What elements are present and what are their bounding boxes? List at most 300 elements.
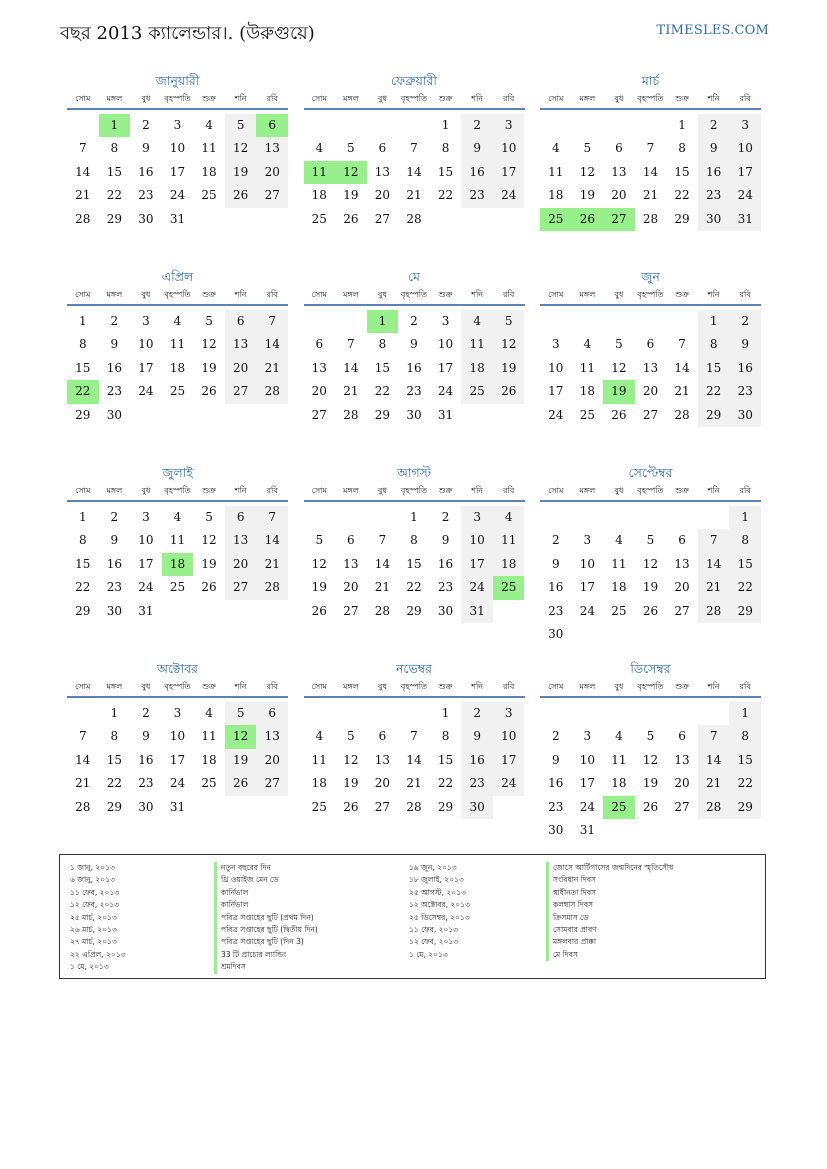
day-cell: 6 (315, 337, 324, 352)
month-title: এপ্রিল (161, 269, 194, 284)
day-cell: 11 (579, 360, 595, 375)
day-cell: 8 (729, 529, 761, 552)
day-cell: 18 (461, 357, 493, 380)
day-cell: 20 (225, 553, 257, 576)
empty-day-cell (304, 702, 336, 725)
weekday-label: বৃহস্পতি (400, 486, 428, 495)
day-cell: 10 (493, 137, 525, 160)
day-cell: 9 (441, 533, 450, 548)
week-row (67, 208, 288, 231)
day-cell: 18 (311, 776, 327, 791)
day-cell: 15 (698, 357, 730, 380)
day-cell: 30 (138, 799, 154, 814)
day-cell: 17 (138, 360, 154, 375)
week-row (304, 506, 525, 529)
day-cell: 4 (173, 314, 182, 328)
week-row (67, 137, 288, 160)
week-row (540, 553, 761, 576)
day-cell: 19 (201, 556, 217, 571)
weekday-label: শনি (707, 486, 720, 495)
weekday-label: শুক্র (438, 682, 453, 691)
day-cell: 18 (493, 553, 525, 576)
weekday-header (67, 288, 288, 306)
empty-day-cell (493, 208, 525, 231)
week-row (67, 357, 288, 380)
day-cell: 18 (162, 553, 194, 576)
day-cell: 6 (378, 141, 387, 156)
weekday-label: বৃহস্পতি (164, 486, 191, 495)
day-cell: 17 (729, 161, 761, 184)
day-cell: 1 (410, 510, 418, 524)
day-cell: 20 (674, 776, 690, 791)
month-title: নভেম্বর (395, 661, 433, 676)
day-cell: 31 (169, 211, 186, 226)
day-cell: 31 (437, 407, 454, 422)
day-cell: 18 (201, 164, 217, 179)
day-cell: 4 (583, 337, 592, 352)
empty-day-cell (635, 623, 667, 646)
day-cell: 5 (646, 729, 655, 744)
holiday-name: মঙ্গলবার প্রাক্কা (546, 936, 673, 948)
holiday-date: ২৫ আগস্ট, ২০১৩ (409, 887, 466, 897)
weekday-label: বৃহস্পতি (637, 290, 664, 299)
day-cell: 12 (201, 337, 217, 352)
week-row (67, 749, 288, 772)
day-cell: 6 (678, 533, 686, 548)
empty-day-cell (666, 623, 698, 646)
day-cell: 16 (698, 161, 730, 184)
empty-day-cell (666, 819, 698, 842)
holiday-name: নতুন বছরের দিন (214, 862, 318, 874)
day-cell: 12 (311, 556, 327, 571)
day-cell: 16 (138, 164, 154, 179)
day-cell: 28 (698, 600, 730, 623)
day-cell: 27 (603, 208, 635, 231)
day-cell: 22 (437, 188, 454, 203)
holiday-name: পবিত্র সপ্তাহের ছুটি (প্রথম দিন) (214, 912, 318, 924)
day-cell: 20 (311, 384, 327, 399)
empty-day-cell (698, 819, 730, 842)
holiday-date: ১ মে, ২০১৩ (70, 962, 109, 972)
day-cell: 7 (78, 141, 87, 156)
holiday-date: ১ জানু, ২০১৩ (70, 863, 115, 872)
day-cell: 21 (374, 580, 391, 595)
weekday-label: রবি (266, 290, 278, 299)
empty-day-cell (193, 600, 225, 623)
day-cell: 12 (343, 752, 359, 767)
holiday-name: কার্নিভাল (214, 899, 318, 911)
day-cell: 26 (225, 772, 257, 795)
day-cell: 5 (615, 337, 623, 352)
empty-day-cell (398, 114, 430, 137)
day-cell: 20 (256, 161, 288, 184)
day-cell: 22 (75, 580, 91, 595)
day-cell: 16 (729, 357, 761, 380)
day-cell: 4 (493, 506, 525, 529)
day-cell: 13 (374, 752, 391, 767)
day-cell: 27 (225, 380, 257, 403)
weekday-label: বুধ (141, 486, 151, 495)
day-cell: 6 (646, 337, 655, 352)
day-cell: 24 (729, 184, 761, 207)
empty-day-cell (635, 310, 667, 333)
weekday-label: সোম (548, 682, 564, 691)
day-cell: 30 (437, 603, 454, 618)
day-cell: 29 (674, 211, 690, 226)
day-cell: 11 (493, 529, 525, 552)
day-cell: 14 (75, 164, 91, 179)
day-cell: 16 (437, 556, 454, 571)
day-cell: 16 (106, 360, 122, 375)
day-cell: 20 (642, 384, 659, 399)
day-cell: 25 (461, 380, 493, 403)
month-calendar (304, 660, 525, 856)
day-cell: 13 (674, 556, 690, 571)
week-row (304, 357, 525, 380)
week-row (540, 772, 761, 795)
day-cell: 16 (461, 161, 493, 184)
holiday-name: জোসে আর্টিগাসের জন্মদিনের স্মৃতিসৌধ (546, 862, 673, 874)
week-row (67, 529, 288, 552)
empty-day-cell (335, 506, 367, 529)
day-cell: 14 (406, 752, 422, 767)
weekday-label: বুধ (614, 94, 624, 103)
weekday-label: সোম (548, 290, 564, 299)
day-cell: 26 (611, 407, 627, 422)
day-cell: 31 (729, 208, 761, 231)
weekday-header (540, 288, 761, 306)
day-cell: 26 (642, 799, 659, 814)
empty-day-cell (729, 623, 761, 646)
day-cell: 3 (173, 706, 182, 720)
empty-day-cell (603, 702, 635, 725)
weekday-label: বুধ (614, 682, 624, 691)
day-cell: 10 (579, 752, 595, 767)
week-row (540, 184, 761, 207)
day-cell: 1 (367, 310, 399, 333)
day-cell: 26 (201, 384, 217, 399)
weekday-label: শুক্র (202, 290, 216, 299)
day-cell: 1 (78, 510, 87, 524)
day-cell: 29 (437, 799, 454, 814)
week-row (540, 333, 761, 356)
empty-day-cell (635, 114, 667, 137)
day-cell: 24 (169, 188, 186, 203)
day-cell: 17 (169, 752, 186, 767)
holiday-date: ১২ ফেব, ২০১৩ (409, 937, 459, 947)
weekday-label: বুধ (141, 94, 151, 103)
month-title: আগস্ট (396, 465, 432, 480)
weekday-label: শনি (234, 94, 247, 103)
day-cell: 21 (256, 357, 288, 380)
empty-day-cell (162, 404, 194, 427)
empty-day-cell (666, 506, 698, 529)
weekday-label: শনি (234, 290, 247, 299)
week-row (304, 161, 525, 184)
day-cell: 29 (729, 796, 761, 819)
day-cell: 7 (410, 141, 418, 156)
week-row (540, 623, 761, 646)
weekday-label: বুধ (141, 682, 151, 691)
day-cell: 10 (138, 533, 154, 548)
week-row (67, 161, 288, 184)
weekday-label: মঙ্গল (579, 94, 596, 103)
weekday-label: সোম (548, 486, 564, 495)
day-cell: 20 (674, 580, 690, 595)
day-cell: 10 (138, 337, 154, 352)
day-cell: 3 (493, 114, 525, 137)
month-calendar (67, 464, 288, 660)
month-calendar (540, 268, 761, 464)
day-cell: 24 (493, 772, 525, 795)
day-cell: 13 (225, 529, 257, 552)
day-cell: 2 (142, 706, 150, 720)
day-cell: 2 (441, 510, 450, 524)
day-cell: 17 (461, 553, 493, 576)
day-cell: 1 (729, 506, 761, 529)
day-cell: 20 (256, 749, 288, 772)
day-cell: 24 (169, 776, 186, 791)
day-cell: 21 (256, 553, 288, 576)
holiday-names-column-2 (546, 862, 673, 961)
week-row (67, 310, 288, 333)
day-cell: 25 (169, 384, 186, 399)
day-cell: 21 (75, 776, 91, 791)
day-cell: 3 (142, 510, 150, 524)
holiday-date: ২৫ ডিসেম্বর, ২০১৩ (409, 912, 470, 922)
day-cell: 18 (201, 752, 217, 767)
day-cell: 17 (579, 776, 595, 791)
day-cell: 24 (493, 184, 525, 207)
day-cell: 12 (201, 533, 217, 548)
day-cell: 19 (225, 161, 257, 184)
empty-day-cell (666, 310, 698, 333)
month-title: ফেব্রুয়ারী (390, 73, 438, 88)
month-calendar (540, 464, 761, 660)
day-cell: 4 (615, 533, 623, 548)
day-cell: 22 (437, 776, 454, 791)
day-cell: 22 (698, 380, 730, 403)
day-cell: 25 (311, 799, 327, 814)
day-cell: 25 (579, 407, 595, 422)
day-cell: 15 (106, 164, 122, 179)
day-cell: 15 (674, 164, 690, 179)
day-cell: 5 (347, 729, 355, 744)
week-row (540, 506, 761, 529)
empty-day-cell (193, 796, 225, 819)
day-cell: 6 (256, 702, 288, 725)
week-row (540, 749, 761, 772)
weekday-label: শনি (234, 486, 247, 495)
day-cell: 3 (729, 114, 761, 137)
day-cell: 30 (729, 404, 761, 427)
day-cell: 26 (343, 211, 359, 226)
day-cell: 11 (611, 752, 627, 767)
day-cell: 3 (551, 337, 560, 352)
empty-day-cell (335, 310, 367, 333)
holiday-name: কলম্বাস দিবস (546, 899, 673, 911)
day-cell: 20 (611, 188, 627, 203)
day-cell: 14 (256, 333, 288, 356)
week-row (67, 184, 288, 207)
empty-day-cell (698, 623, 730, 646)
day-cell: 19 (579, 188, 595, 203)
weekday-header (67, 680, 288, 698)
weekday-label: সোম (311, 682, 327, 691)
day-cell: 11 (611, 556, 627, 571)
day-cell: 15 (106, 752, 122, 767)
empty-day-cell (572, 310, 604, 333)
day-cell: 4 (173, 510, 182, 524)
day-cell: 13 (374, 164, 391, 179)
weekday-label: সোম (75, 94, 91, 103)
weekday-label: বুধ (377, 486, 387, 495)
day-cell: 5 (347, 141, 355, 156)
day-cell: 6 (378, 729, 387, 744)
day-cell: 11 (201, 141, 217, 156)
day-cell: 10 (729, 137, 761, 160)
day-cell: 15 (75, 360, 91, 375)
month-calendar (304, 464, 525, 660)
day-cell: 16 (548, 776, 564, 791)
empty-day-cell (67, 114, 99, 137)
day-cell: 9 (110, 337, 119, 352)
day-cell: 2 (142, 118, 150, 132)
day-cell: 12 (579, 164, 595, 179)
empty-day-cell (162, 600, 194, 623)
day-cell: 7 (646, 141, 655, 156)
holiday-name: স্বাধীনতা দিবস (546, 887, 673, 899)
month-title: সেপ্টেম্বর (628, 465, 673, 480)
day-cell: 22 (674, 188, 690, 203)
month-calendar (67, 72, 288, 268)
empty-day-cell (335, 114, 367, 137)
weekday-header (304, 288, 525, 306)
week-row (304, 380, 525, 403)
day-cell: 29 (374, 407, 391, 422)
month-calendar (304, 72, 525, 268)
week-row (540, 819, 761, 842)
day-cell: 11 (311, 752, 327, 767)
week-row (540, 576, 761, 599)
weekday-header (67, 484, 288, 502)
weekday-header (540, 92, 761, 110)
site-brand-link[interactable]: TIMESLES.COM (656, 23, 769, 38)
week-row (540, 529, 761, 552)
day-cell: 28 (674, 407, 690, 422)
day-cell: 7 (256, 310, 288, 333)
day-cell: 25 (169, 580, 186, 595)
week-row (67, 333, 288, 356)
week-row (304, 208, 525, 231)
day-cell: 5 (225, 702, 257, 725)
holiday-date: ২২ এপ্রিল, ২০১৩ (70, 949, 126, 959)
holiday-date: ১ মে, ২০১৩ (409, 949, 448, 959)
empty-day-cell (698, 702, 730, 725)
holiday-date: ১৯ জুন, ২০১৩ (409, 863, 457, 872)
weekday-label: সোম (311, 486, 327, 495)
month-calendar (540, 660, 761, 856)
week-row (67, 600, 288, 623)
day-cell: 11 (169, 337, 186, 352)
day-cell: 23 (548, 603, 564, 618)
empty-day-cell (461, 404, 493, 427)
holiday-name: 33 টি প্রাচ্যের ল্যান্ডিং (214, 949, 318, 961)
day-cell: 31 (169, 799, 186, 814)
month-title: ডিসেম্বর (630, 661, 671, 676)
weekday-header (304, 484, 525, 502)
weekday-label: সোম (75, 682, 91, 691)
week-row (304, 725, 525, 748)
day-cell: 9 (142, 141, 150, 156)
day-cell: 9 (729, 333, 761, 356)
day-cell: 15 (374, 360, 391, 375)
day-cell: 2 (110, 314, 119, 328)
day-cell: 5 (205, 314, 213, 328)
empty-day-cell (666, 702, 698, 725)
day-cell: 25 (201, 188, 217, 203)
weekday-label: মঙ্গল (342, 290, 359, 299)
empty-day-cell (225, 600, 257, 623)
empty-day-cell (493, 404, 525, 427)
day-cell: 29 (106, 211, 122, 226)
day-cell: 24 (138, 384, 154, 399)
day-cell: 2 (698, 114, 730, 137)
empty-day-cell (572, 506, 604, 529)
week-row (67, 576, 288, 599)
day-cell: 19 (343, 776, 359, 791)
day-cell: 21 (406, 188, 422, 203)
day-cell: 26 (343, 799, 359, 814)
weekday-label: সোম (311, 290, 327, 299)
day-cell: 3 (583, 729, 592, 744)
empty-day-cell (225, 796, 257, 819)
weekday-label: রবি (266, 486, 278, 495)
day-cell: 10 (437, 337, 454, 352)
weekday-label: সোম (75, 486, 91, 495)
weekday-header (540, 484, 761, 502)
holiday-name: সংবিধান দিবস (546, 874, 673, 886)
week-row (304, 404, 525, 427)
weekday-header (304, 680, 525, 698)
weekday-label: বুধ (614, 486, 624, 495)
holiday-name: কার্নিভাল (214, 887, 318, 899)
weekday-label: রবি (503, 94, 515, 103)
day-cell: 9 (461, 725, 493, 748)
empty-day-cell (603, 819, 635, 842)
weekday-label: রবি (739, 94, 751, 103)
week-row (304, 772, 525, 795)
day-cell: 26 (642, 603, 659, 618)
day-cell: 19 (603, 380, 635, 403)
weekday-label: বুধ (614, 290, 624, 299)
week-row (67, 380, 288, 403)
day-cell: 27 (374, 211, 391, 226)
day-cell: 1 (441, 118, 450, 132)
day-cell: 10 (169, 729, 186, 744)
day-cell: 30 (698, 208, 730, 231)
day-cell: 13 (256, 725, 288, 748)
day-cell: 29 (106, 799, 122, 814)
week-row (540, 404, 761, 427)
day-cell: 5 (583, 141, 592, 156)
day-cell: 14 (642, 164, 659, 179)
weekday-label: মঙ্গল (106, 94, 123, 103)
holiday-date: ১১ ফেব, ২০১৩ (70, 887, 120, 897)
weekday-label: শুক্র (675, 486, 689, 495)
day-cell: 12 (611, 360, 627, 375)
day-cell: 27 (674, 799, 690, 814)
